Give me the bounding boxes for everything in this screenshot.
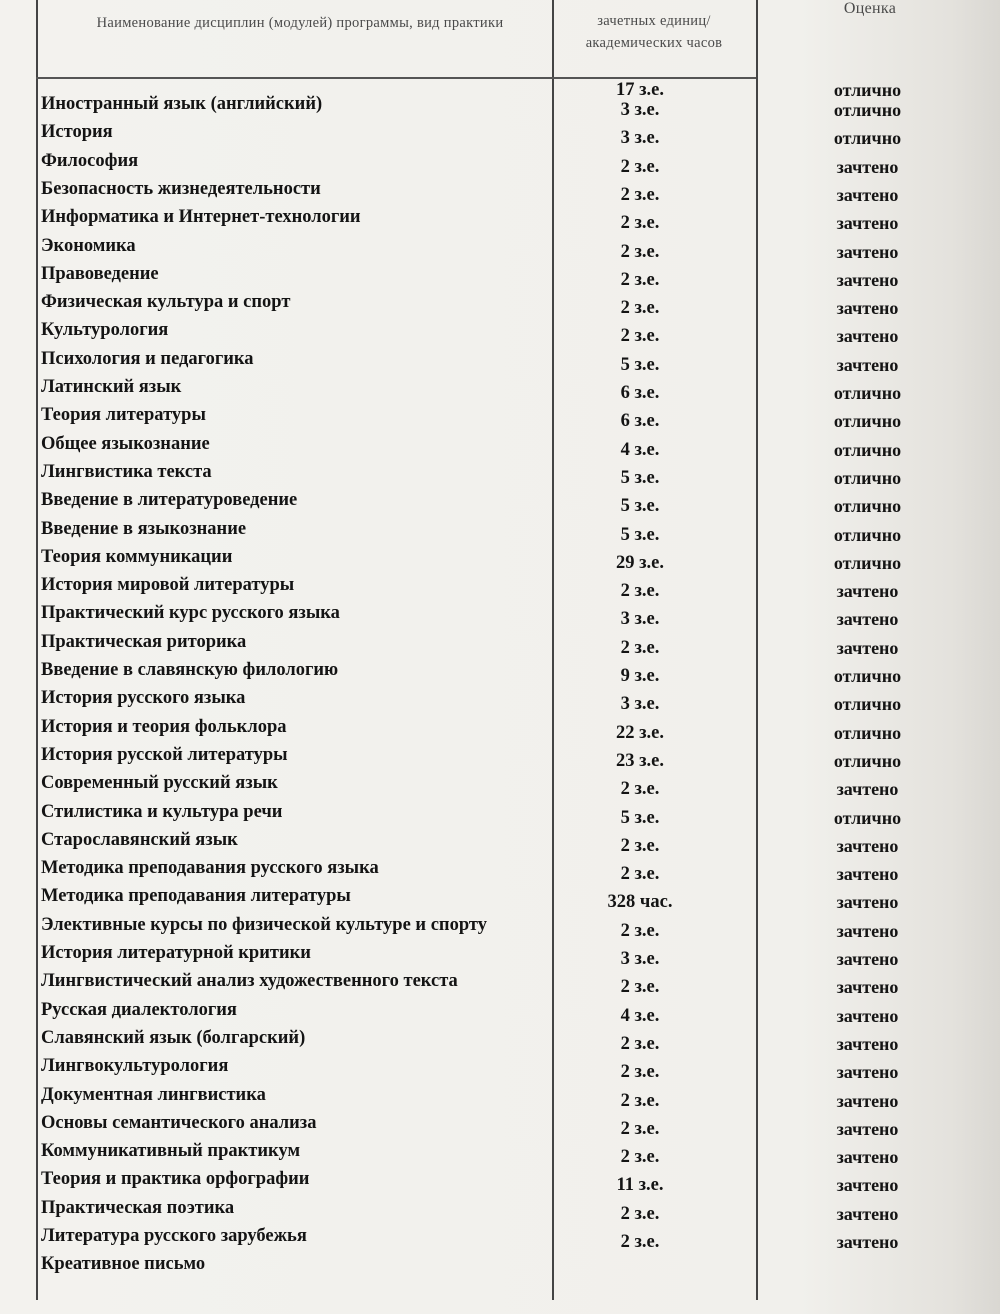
table-row (0, 886, 1000, 915)
grade-cell: отлично (833, 100, 902, 120)
table-row (0, 943, 1000, 972)
grade-cell: зачтено (836, 326, 899, 347)
table-row (0, 207, 1000, 236)
grade-cell: зачтено (836, 1005, 899, 1026)
table-row (0, 320, 1000, 349)
grade-cell: зачтено (836, 609, 899, 630)
credits-cell: 5 з.е. (620, 807, 660, 828)
discipline-name: История литературной критики (41, 943, 311, 963)
discipline-name: Иностранный язык (английский) (41, 94, 323, 114)
grade-cell: отлично (833, 383, 902, 403)
table-row (0, 94, 1000, 123)
grade-cell: отлично (833, 807, 902, 828)
discipline-name: Документная лингвистика (41, 1084, 266, 1105)
table-row (0, 405, 1000, 434)
credits-cell: 2 з.е. (620, 1203, 660, 1224)
table-row (0, 1226, 1000, 1255)
credits-cell: 9 з.е. (620, 666, 660, 686)
credits-cell: 2 з.е. (620, 156, 660, 177)
discipline-name: Основы семантического анализа (41, 1112, 317, 1133)
table-row (0, 1169, 1000, 1198)
table-row (0, 688, 1000, 717)
grade-cell: зачтено (836, 184, 899, 205)
credits-cell: 3 з.е. (620, 128, 660, 149)
grade-cell: отлично (833, 694, 902, 715)
table-row (0, 802, 1000, 831)
credits-cell: 11 з.е. (616, 1175, 664, 1196)
credits-cell: 5 з.е. (620, 496, 660, 517)
header-discipline-name: Наименование дисциплин (модулей) программы, вид практики (96, 15, 504, 31)
grade-cell: зачтено (836, 637, 899, 658)
discipline-name: История мировой литературы (41, 575, 295, 596)
credits-cell: 328 час. (607, 892, 673, 913)
credits-cell: 2 з.е. (620, 920, 660, 941)
discipline-name: Славянский язык (болгарский) (41, 1027, 306, 1048)
discipline-name: Коммуникативный практикум (41, 1141, 301, 1162)
table-row (0, 179, 1000, 208)
discipline-name: Лингвокультурология (41, 1056, 229, 1077)
grade-cell: зачтено (836, 892, 899, 913)
table-row (0, 1000, 1000, 1029)
discipline-name: Креативное письмо (41, 1254, 206, 1275)
grade-cell: зачтено (836, 1175, 899, 1196)
table-row (0, 575, 1000, 604)
discipline-name: Теория коммуникации (41, 546, 233, 567)
grade-cell: отлично (833, 411, 902, 432)
table-row (0, 1254, 1000, 1283)
table-row (0, 292, 1000, 321)
discipline-name: Информатика и Интернет-технологии (41, 207, 361, 228)
table-row (0, 490, 1000, 519)
grade-cell: отлично (833, 750, 902, 771)
credits-cell: 6 з.е. (620, 383, 660, 403)
grade-cell: зачтено (836, 1118, 899, 1139)
grade-cell: зачтено (836, 1033, 899, 1054)
table-row (0, 264, 1000, 293)
discipline-name: Латинский язык (41, 377, 182, 397)
discipline-name: Теория и практика орфографии (41, 1169, 310, 1190)
credits-cell: 5 з.е. (620, 467, 660, 488)
credits-cell: 2 з.е. (620, 241, 660, 262)
credits-cell: 17 з.е. (615, 80, 665, 100)
table-row (0, 1141, 1000, 1170)
header-credits: зачетных единиц/ академических часов (585, 13, 723, 51)
table-row (0, 915, 1000, 944)
discipline-name: Психология и педагогика (41, 348, 254, 369)
table-row (0, 1085, 1000, 1114)
table-row (0, 971, 1000, 1000)
discipline-name: Практическая поэтика (41, 1197, 235, 1218)
credits-cell: 2 з.е. (620, 864, 660, 885)
credits-cell: 6 з.е. (620, 411, 660, 432)
table-row (0, 1113, 1000, 1142)
discipline-name: Литература русского зарубежья (41, 1226, 307, 1246)
grade-cell: зачтено (836, 269, 899, 290)
credits-cell: 2 з.е. (620, 269, 660, 290)
discipline-name: Лингвистика текста (41, 461, 212, 482)
discipline-name: Старославянский язык (41, 829, 238, 850)
grade-cell: зачтено (836, 779, 899, 800)
discipline-name: Лингвистический анализ художественного текста (41, 971, 458, 992)
table-row (0, 830, 1000, 859)
credits-cell: 29 з.е. (615, 552, 665, 573)
table-row (0, 745, 1000, 774)
grade-cell: отлично (833, 666, 902, 686)
credits-cell: 2 з.е. (620, 213, 660, 234)
credits-cell: 4 з.е. (620, 1005, 660, 1026)
table-row (0, 773, 1000, 802)
table-row (0, 717, 1000, 746)
credits-cell: 23 з.е. (615, 750, 665, 771)
credits-cell: 3 з.е. (620, 100, 660, 120)
credits-cell: 2 з.е. (620, 835, 660, 856)
grade-cell: зачтено (836, 1147, 899, 1168)
grade-cell: зачтено (836, 241, 899, 262)
discipline-name: История и теория фольклора (41, 716, 287, 737)
discipline-name: Введение в славянскую филологию (41, 660, 339, 680)
table-row (0, 1198, 1000, 1227)
discipline-name: Введение в языкознание (41, 518, 247, 539)
credits-cell: 3 з.е. (620, 949, 660, 969)
discipline-name: Культурология (41, 320, 169, 341)
table-row (0, 349, 1000, 378)
credits-cell: 2 з.е. (620, 1062, 660, 1083)
grade-cell: зачтено (836, 977, 899, 998)
credits-cell: 2 з.е. (620, 1090, 660, 1111)
discipline-name: Физическая культура и спорт (41, 292, 291, 313)
discipline-name: Теория литературы (41, 405, 206, 426)
discipline-name: История русского языка (41, 688, 246, 709)
discipline-name: Безопасность жизнедеятельности (41, 178, 321, 199)
table-row (0, 1028, 1000, 1057)
grade-cell: отлично (833, 496, 902, 517)
discipline-name: Правоведение (41, 263, 159, 284)
grade-cell: зачтено (836, 581, 899, 602)
credits-cell: 2 з.е. (620, 298, 660, 319)
credits-cell: 3 з.е. (620, 609, 660, 630)
credits-cell: 2 з.е. (620, 326, 660, 347)
grade-cell: отлично (833, 722, 902, 743)
grade-cell: зачтено (836, 835, 899, 856)
discipline-name: Общее языкознание (41, 433, 210, 454)
credits-cell: 5 з.е. (620, 354, 660, 375)
table-row (0, 434, 1000, 463)
discipline-name: Элективные курсы по физической культуре и спорту (41, 914, 487, 935)
credits-cell: 3 з.е. (620, 694, 660, 715)
grade-cell: отлично (833, 524, 902, 545)
table-row (0, 462, 1000, 491)
grade-cell: отлично (833, 439, 902, 460)
table-row (0, 603, 1000, 632)
credits-cell: 2 з.е. (620, 184, 660, 205)
table-row (0, 660, 1000, 689)
table-row (0, 377, 1000, 406)
table-row (0, 1056, 1000, 1085)
discipline-name: Стилистика и культура речи (41, 801, 283, 822)
grade-cell: зачтено (836, 213, 899, 234)
credits-cell: 5 з.е. (620, 524, 660, 545)
discipline-name: История русской литературы (41, 744, 288, 765)
discipline-name: Русская диалектология (41, 999, 237, 1020)
credits-cell: 2 з.е. (620, 977, 660, 998)
credits-cell: 22 з.е. (615, 722, 665, 743)
header-grade: Оценка (843, 0, 897, 17)
grade-cell: отлично (833, 467, 902, 488)
grade-cell: зачтено (836, 1232, 899, 1252)
grade-cell: зачтено (836, 298, 899, 319)
table-row (0, 236, 1000, 265)
credits-cell: 2 з.е. (620, 637, 660, 658)
discipline-name: Экономика (41, 235, 136, 256)
discipline-name: Практическая риторика (41, 631, 247, 652)
discipline-name: Введение в литературоведение (41, 490, 298, 511)
credits-cell: 2 з.е. (620, 1147, 660, 1168)
credits-cell: 2 з.е. (620, 1033, 660, 1054)
grade-cell: отлично (833, 80, 902, 100)
table-row (0, 519, 1000, 548)
grade-cell: зачтено (836, 920, 899, 941)
credits-cell: 2 з.е. (620, 581, 660, 602)
grade-cell: зачтено (836, 949, 899, 969)
discipline-name: Методика преподавания русского языка (41, 858, 379, 879)
discipline-name: Методика преподавания литературы (41, 886, 351, 907)
credits-cell: 2 з.е. (620, 1118, 660, 1139)
grade-cell: зачтено (836, 156, 899, 177)
grade-cell: зачтено (836, 354, 899, 375)
grade-cell: зачтено (836, 1062, 899, 1083)
discipline-name: История (41, 122, 113, 143)
discipline-name: Философия (41, 150, 139, 171)
table-row (0, 547, 1000, 576)
credits-cell: 4 з.е. (620, 439, 660, 460)
credits-cell: 2 з.е. (620, 779, 660, 800)
grade-cell: зачтено (836, 1203, 899, 1224)
grade-cell: отлично (833, 552, 902, 573)
discipline-name: Современный русский язык (41, 773, 278, 794)
grade-cell: отлично (833, 128, 902, 149)
grade-cell: зачтено (836, 1090, 899, 1111)
table-row (0, 122, 1000, 151)
credits-cell: 2 з.е. (620, 1232, 660, 1252)
grade-cell: зачтено (836, 864, 899, 885)
discipline-name: Практический курс русского языка (41, 603, 340, 624)
table-row (0, 151, 1000, 180)
table-row (0, 632, 1000, 661)
table-row (0, 858, 1000, 887)
